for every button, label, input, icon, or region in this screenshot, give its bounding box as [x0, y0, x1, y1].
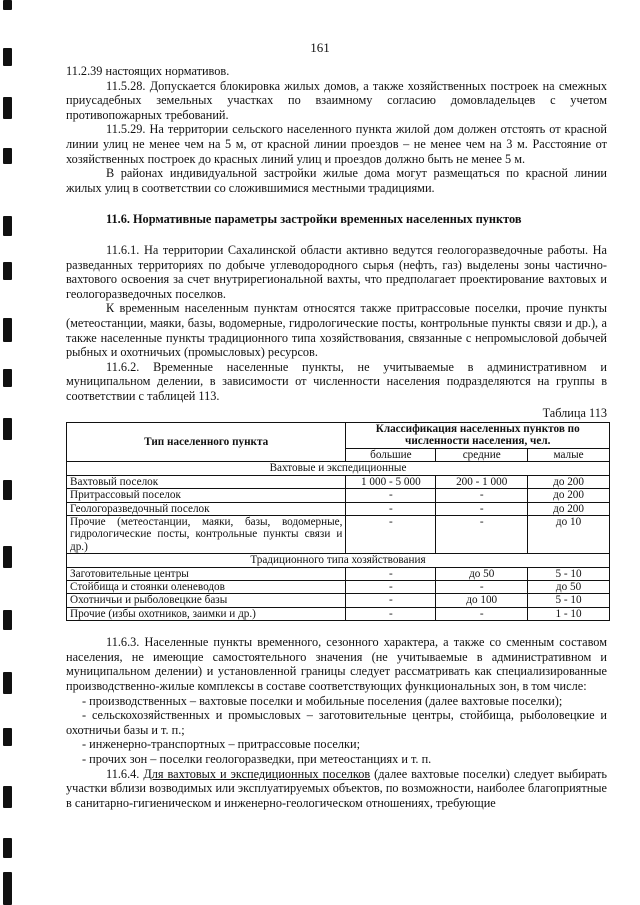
cell-big: -	[346, 515, 436, 553]
paragraph-number: 11.6.4.	[106, 766, 144, 781]
document-body	[66, 64, 607, 810]
cell-small: 5 - 10	[528, 594, 610, 607]
table-row	[67, 594, 610, 607]
table-row	[67, 607, 610, 620]
cell-big: -	[346, 567, 436, 580]
table-section-header: Традиционного типа хозяйствования	[67, 554, 610, 567]
cell-medium: -	[436, 489, 528, 502]
section-heading: 11.6. Нормативные параметры застройки временных населенных пунктов	[106, 212, 522, 227]
paragraph: 11.2.39 настоящих нормативов.	[66, 64, 230, 78]
cell-name: Стойбища и стоянки оленеводов	[67, 580, 346, 593]
scan-mark	[3, 872, 12, 905]
paragraph: 11.5.29. На территории сельского населенного пункта жилой дом должен отстоять от красной линии улиц не менее чем на 5 м, от красной линии проездов – не менее чем на 3 м. Расстояние от хозяйственных построек до красных линий улиц и проездов должно быть не менее 5 м.	[66, 122, 607, 166]
table-row	[67, 567, 610, 580]
cell-medium: до 100	[436, 594, 528, 607]
paragraph: 11.6.1. На территории Сахалинской области активно ведутся геологоразведочные работы. На разведанных территориях по добыче углеводородного сырья (нефть, газ) выделены зоны частично-вахтового освоения за счет внутрирегиональной вахты, что предполагает проектирование вахтовых и геологоразведочных поселков.	[66, 242, 607, 301]
paragraph	[66, 767, 607, 811]
table-row	[67, 475, 610, 488]
paragraph: 11.5.28. Допускается блокировка жилых домов, а также хозяйственных построек на смежных приусадебных земельных участках по взаимному согласию домовладельцев с учетом противопожарных требований.	[66, 78, 607, 122]
cell-big: -	[346, 594, 436, 607]
scan-mark	[3, 318, 12, 342]
cell-small: до 50	[528, 580, 610, 593]
scan-mark	[3, 610, 12, 630]
paragraph: 11.6.2. Временные населенные пункты, не учитываемые в административном и муниципальном делении, в зависимости от численности населения подразделяются на группы в соответствии с таблицей 113.	[66, 359, 607, 403]
list-item: - производственных – вахтовые поселки и мобильные поселения (далее вахтовые поселки);	[82, 693, 563, 708]
scan-mark	[3, 546, 12, 568]
table-caption: Таблица 113	[542, 406, 607, 421]
table-row	[67, 489, 610, 502]
list-item: - инженерно-транспортных – притрассовые поселки;	[82, 737, 360, 752]
col-header-big: большие	[346, 448, 436, 461]
cell-medium: до 50	[436, 567, 528, 580]
table-row	[67, 515, 610, 553]
cell-small: 5 - 10	[528, 567, 610, 580]
cell-medium: -	[436, 515, 528, 553]
cell-name: Притрассовый поселок	[67, 489, 346, 502]
cell-small: до 10	[528, 515, 610, 553]
cell-big: -	[346, 502, 436, 515]
cell-name: Вахтовый поселок	[67, 475, 346, 488]
scan-mark	[3, 262, 12, 280]
scan-mark	[3, 728, 12, 746]
col-header-classification: Классификация населенных пунктов по численности населения, чел.	[346, 423, 610, 449]
cell-small: 1 - 10	[528, 607, 610, 620]
col-header-medium: средние	[436, 448, 528, 461]
paragraph-text: (далее вахтовые поселки) следует выбирать участки вблизи возводимых или эксплуатируемых объектов, по возможности, наиболее благоприятные в санитарно-гигиеническом и инженерно-геологическом отношениях, требующие	[66, 766, 608, 810]
cell-small: до 200	[528, 502, 610, 515]
table-row	[67, 502, 610, 515]
page-number: 161	[310, 40, 330, 55]
scan-mark	[3, 786, 12, 808]
scan-mark	[3, 418, 12, 440]
cell-small: до 200	[528, 489, 610, 502]
paragraph: К временным населенным пунктам относятся также притрассовые поселки, прочие пункты (метеостанции, маяки, базы, водомерные, гидрологические посты, контрольные пункты связи и др.), а также населенные пункты традиционного типа хозяйствования, связанные с непромысловой добычей рыбных и охотничьих (промысловых) ресурсов.	[66, 301, 607, 360]
cell-medium: -	[436, 607, 528, 620]
cell-medium: -	[436, 502, 528, 515]
table-section-header: Вахтовые и экспедиционные	[67, 462, 610, 475]
col-header-small: малые	[528, 448, 610, 461]
cell-name: Прочие (метеостанции, маяки, базы, водомерные, гидрологические посты, контрольные пункты связи и др.)	[67, 515, 346, 553]
scan-mark	[3, 216, 12, 236]
scan-mark	[3, 369, 12, 387]
scan-mark	[3, 480, 12, 500]
scan-mark	[3, 97, 12, 119]
settlement-classification-table	[66, 422, 610, 621]
cell-big: -	[346, 607, 436, 620]
list-item: - прочих зон – поселки геологоразведки, при метеостанциях и т. п.	[82, 751, 432, 766]
cell-name: Охотничьи и рыболовецкие базы	[67, 594, 346, 607]
list-item: - сельскохозяйственных и промысловых – заготовительные центры, стойбища, рыболовецкие и охотничьи базы и т. п.;	[66, 708, 607, 737]
underlined-phrase: Для вахтовых и экспедиционных поселков	[143, 766, 371, 781]
cell-name: Прочие (избы охотников, заимки и др.)	[67, 607, 346, 620]
scan-mark	[3, 0, 12, 10]
cell-name: Геологоразведочный поселок	[67, 502, 346, 515]
scan-mark	[3, 148, 12, 164]
paragraph: В районах индивидуальной застройки жилые дома могут размещаться по красной линии жилых улиц в соответствии со сложившимися местными традициями.	[66, 166, 607, 195]
cell-small: до 200	[528, 475, 610, 488]
cell-medium: -	[436, 580, 528, 593]
scan-mark	[3, 838, 12, 858]
cell-big: 1 000 - 5 000	[346, 475, 436, 488]
cell-big: -	[346, 580, 436, 593]
col-header-type: Тип населенного пункта	[67, 423, 346, 462]
scan-mark	[3, 672, 12, 694]
cell-name: Заготовительные центры	[67, 567, 346, 580]
cell-medium: 200 - 1 000	[436, 475, 528, 488]
table-row	[67, 580, 610, 593]
paragraph: 11.6.3. Населенные пункты временного, сезонного характера, а также со сменным составом населения, не имеющие самостоятельного значения (не учитываемые в административном и муниципальном делении) и установленной границы следует рассматривать как специализированные производственно-жилые комплексы в составе соответствующих функциональных зон, в том числе:	[66, 635, 607, 693]
cell-big: -	[346, 489, 436, 502]
